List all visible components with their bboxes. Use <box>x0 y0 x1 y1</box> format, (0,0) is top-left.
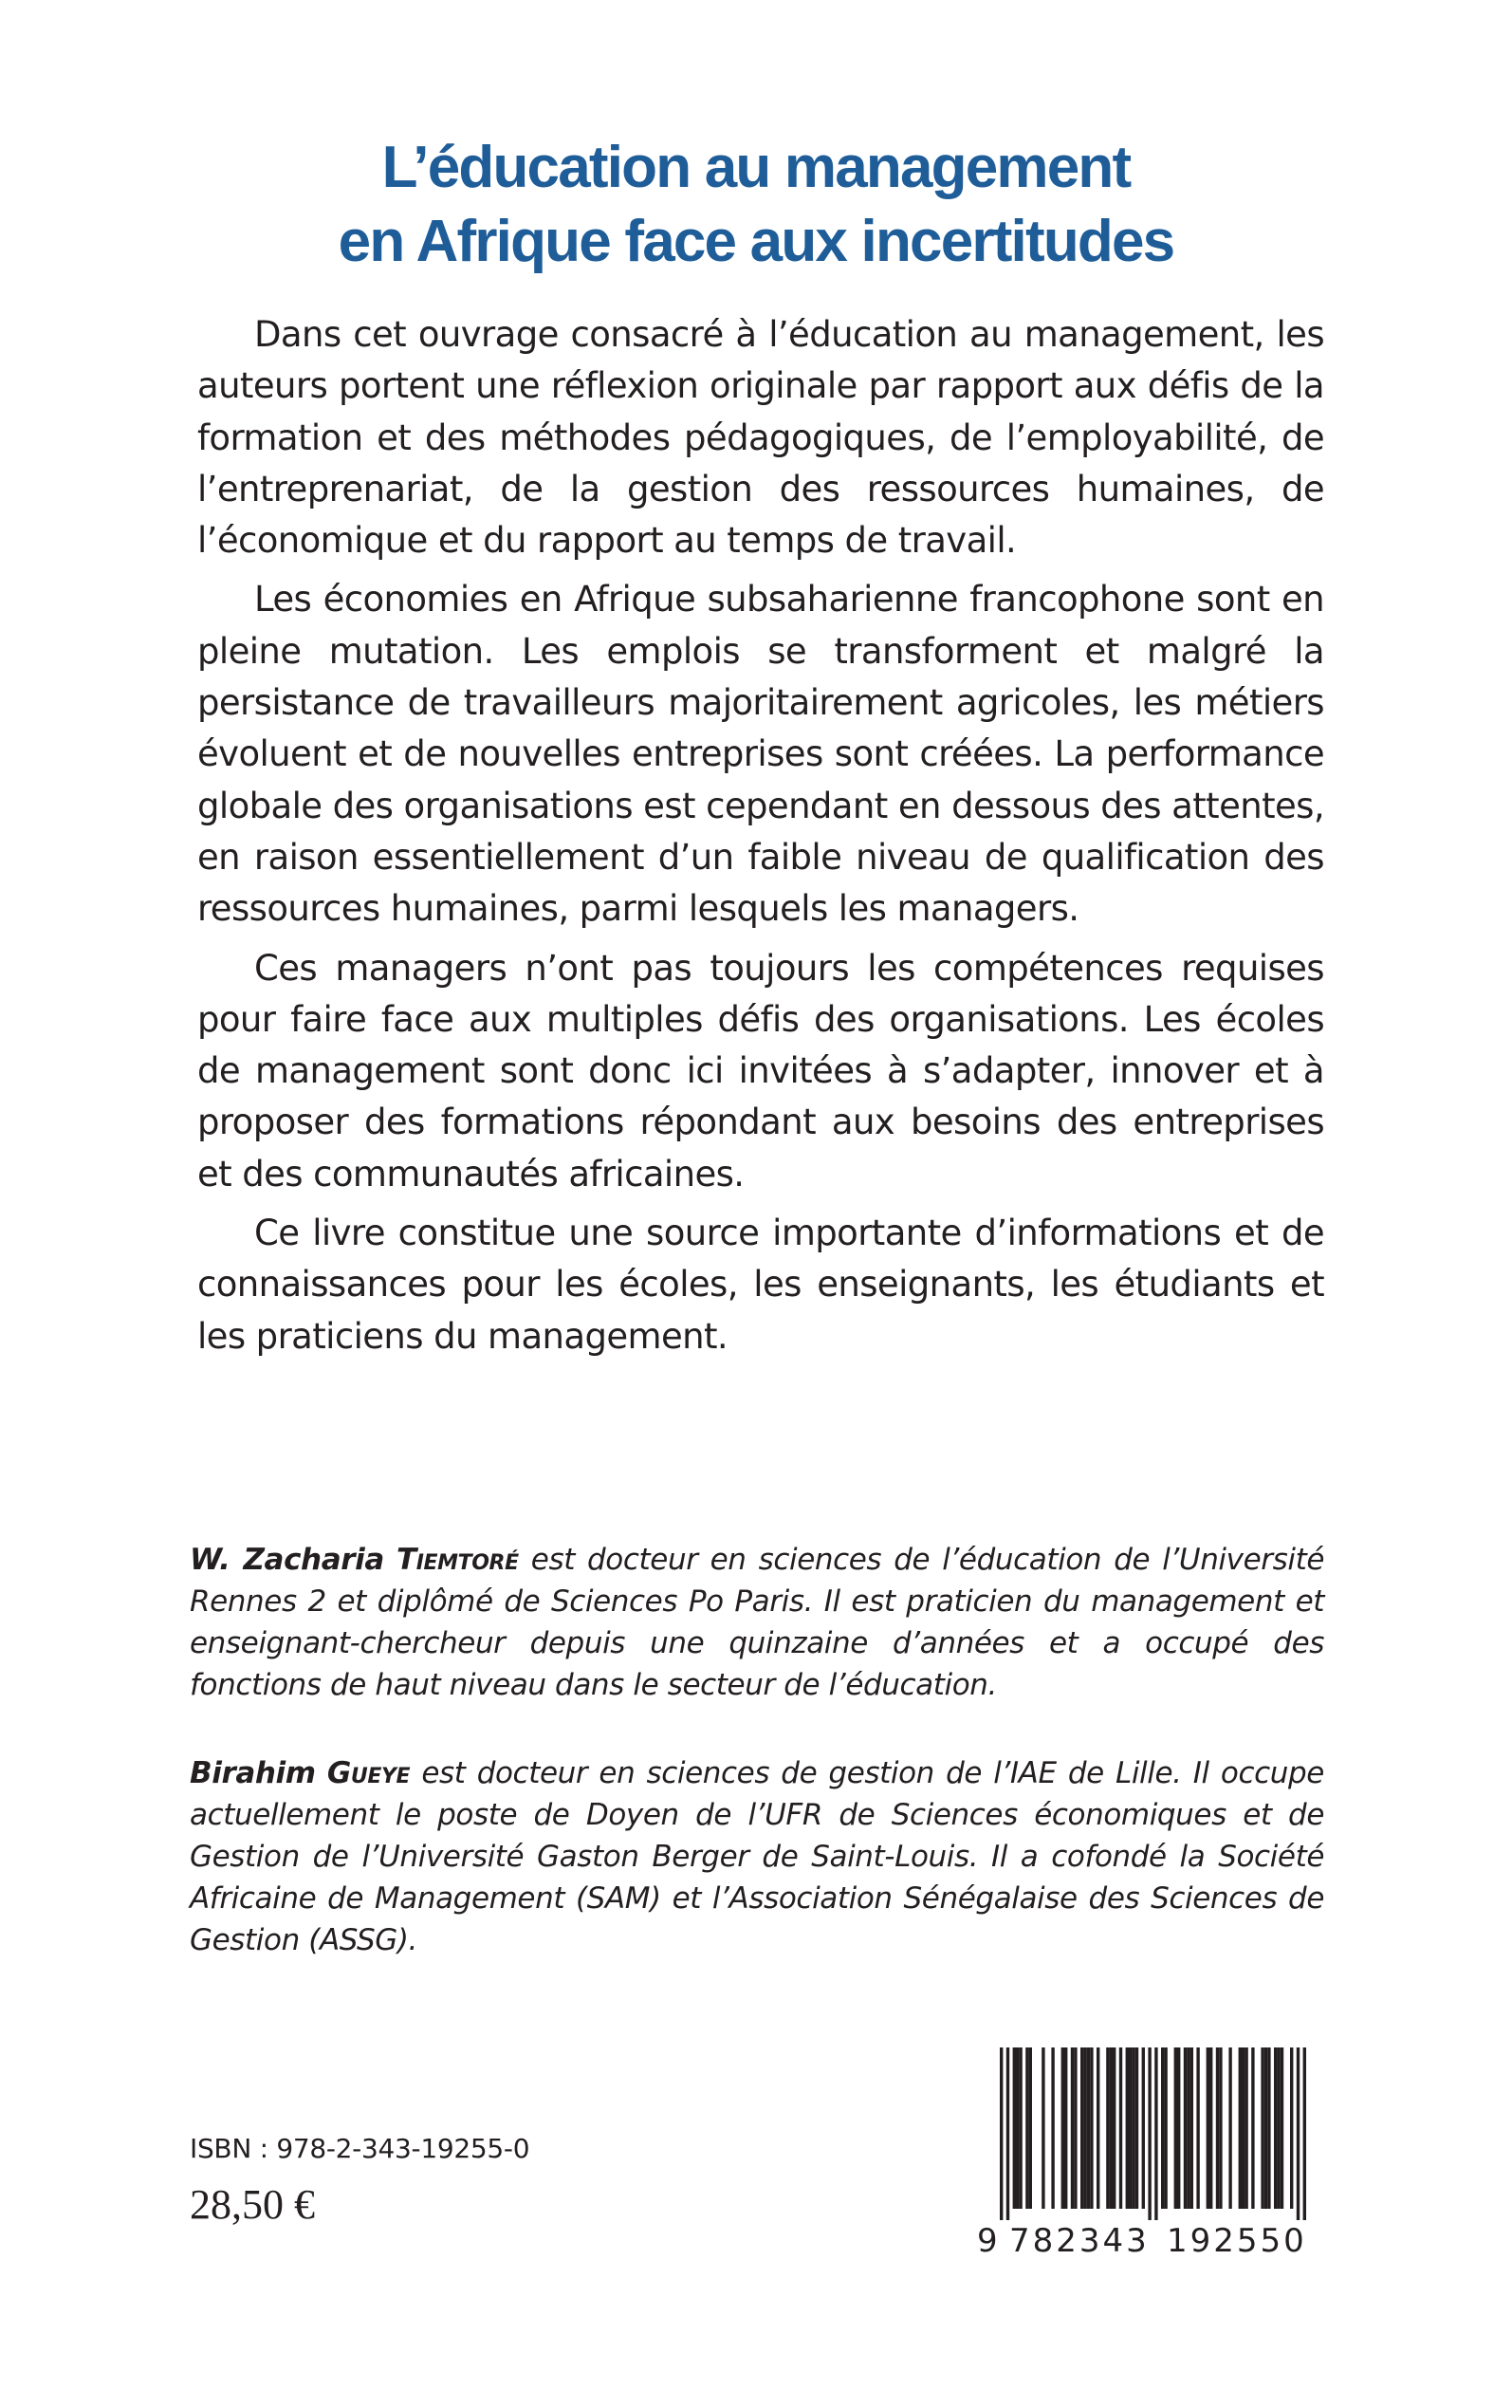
barcode-first-digit: 9 <box>977 2222 1001 2260</box>
barcode-bar <box>1113 2047 1116 2209</box>
barcode-bar <box>1135 2047 1138 2209</box>
barcode-group-2: 192550 <box>1167 2222 1307 2260</box>
barcode-bar <box>1013 2047 1016 2209</box>
barcode-bar <box>1097 2047 1099 2209</box>
barcode-bar <box>1251 2047 1254 2209</box>
barcode-bar <box>1161 2047 1164 2209</box>
barcode-bar <box>1303 2047 1306 2220</box>
barcode-bars <box>977 2047 1333 2220</box>
barcode-bar <box>1042 2047 1044 2209</box>
barcode-bar <box>1119 2047 1122 2209</box>
barcode-bar <box>1261 2047 1263 2209</box>
title-line-2: en Afrique face aux incertitudes <box>338 209 1174 274</box>
barcode-bar <box>1177 2047 1180 2209</box>
barcode-bar <box>1154 2047 1157 2220</box>
barcode-bar <box>1187 2047 1189 2209</box>
barcode-bar <box>1087 2047 1090 2209</box>
barcode-bar <box>1090 2047 1093 2209</box>
barcode-bar <box>1126 2047 1129 2209</box>
blurb-paragraph-3: Ces managers n’ont pas toujours les compétences requises pour faire face aux multiples défis des organisations. Les écoles de management sont donc ici invitées à s’adapter, innover et à proposer des formations répondant aux besoins des entreprises et des communautés africaines. <box>197 947 1324 1195</box>
barcode-bar <box>1006 2047 1009 2220</box>
barcode-bar <box>1207 2047 1209 2209</box>
barcode-bar <box>1216 2047 1219 2209</box>
barcode-bar <box>1019 2047 1022 2209</box>
title-line-1: L’éducation au management <box>381 135 1131 200</box>
barcode-bar <box>1290 2047 1293 2209</box>
barcode-bar <box>1164 2047 1167 2209</box>
author-1-last-name: Tiemtoré <box>396 1543 519 1577</box>
barcode-bar <box>1274 2047 1277 2209</box>
author-2-bio-text: est docteur en sciences de gestion de l’IAE de Lille. Il occupe actuellement le poste de Doyen de l’UFR de Sciences économiques et de Gestion de l’Université Gaston Berger de Saint-Louis. Il a cofondé la Société Africaine de Management (SAM) et l’Association Sénégalaise des Sciences de Gestion (ASSG). <box>190 1756 1324 1957</box>
barcode-bar <box>1209 2047 1212 2209</box>
barcode-bar <box>1061 2047 1064 2209</box>
barcode-bar <box>1071 2047 1074 2209</box>
barcode-bar <box>1000 2047 1003 2220</box>
author-bio-2 <box>190 1752 1324 1961</box>
barcode-bar <box>1196 2047 1199 2209</box>
author-2-last-name: Gueye <box>326 1756 411 1790</box>
barcode-bar <box>1132 2047 1134 2209</box>
barcode-bar <box>1142 2047 1145 2209</box>
author-bio-1 <box>190 1539 1324 1706</box>
barcode-bar <box>1174 2047 1177 2209</box>
barcode-bar <box>1080 2047 1083 2209</box>
barcode-bar <box>1016 2047 1019 2209</box>
barcode-bar <box>1297 2047 1300 2220</box>
barcode-bar <box>1106 2047 1109 2209</box>
barcode-bar <box>1228 2047 1231 2209</box>
isbn: ISBN : 978-2-343-19255-0 <box>190 2133 530 2164</box>
barcode-bar <box>1148 2047 1151 2220</box>
price: 28,50 € <box>190 2181 315 2228</box>
barcode-group-1: 782343 <box>1009 2222 1150 2260</box>
blurb-paragraph-2: Les économies en Afrique subsaharienne francophone sont en pleine mutation. Les emplois se transforment et malgré la persistance de travailleurs majoritairement agricoles, les métiers évoluent et de nouvelles entreprises sont créées. La performance globale des organisations est cependant en dessous des attentes, en raison essentiellement d’un faible niveau de qualification des ressources humaines, parmi lesquels les managers. <box>197 579 1324 930</box>
barcode-bar <box>1277 2047 1280 2209</box>
barcode-bar <box>1110 2047 1113 2209</box>
blurb-paragraph-1: Dans cet ouvrage consacré à l’éducation au management, les auteurs portent une réflexion originale par rapport aux défis de la formation et des méthodes pédagogiques, de l’employabilité, de l’entreprenariat, de la gestion des ressources humaines, de l’économique et du rapport au temps de travail. <box>197 314 1324 562</box>
barcode-bar <box>1129 2047 1132 2209</box>
blurb-paragraph-4: Ce livre constitue une source importante d’informations et de connaissances pour les écoles, les enseignants, les étudiants et les praticiens du management. <box>197 1213 1324 1357</box>
barcode-bar <box>1064 2047 1067 2209</box>
barcode-bar <box>1025 2047 1028 2209</box>
author-2-first-name: Birahim <box>190 1756 316 1790</box>
barcode-bar <box>1239 2047 1242 2209</box>
barcode-bar <box>1083 2047 1086 2209</box>
barcode-bar <box>1281 2047 1283 2209</box>
author-1-bio-text: est docteur en sciences de l’éducation de l’Université Rennes 2 et diplômé de Sciences Po Paris. Il est praticien du management et enseignant-chercheur depuis une quinzaine d’années et a occupé des fonctions de haut niveau dans le secteur de l’éducation. <box>190 1543 1325 1702</box>
barcode-bar <box>1242 2047 1245 2209</box>
book-title <box>0 131 1512 279</box>
barcode-bar <box>1264 2047 1267 2209</box>
barcode <box>977 2047 1333 2266</box>
barcode-bar <box>1190 2047 1193 2209</box>
author-1-first-name: W. Zacharia <box>190 1543 384 1577</box>
barcode-bar <box>1184 2047 1187 2209</box>
barcode-bar <box>1074 2047 1077 2209</box>
barcode-bar <box>1267 2047 1270 2209</box>
barcode-bar <box>1219 2047 1222 2209</box>
barcode-bar <box>1051 2047 1054 2209</box>
blurb <box>197 309 1324 1370</box>
barcode-bar <box>1245 2047 1247 2209</box>
barcode-bar <box>1029 2047 1032 2209</box>
